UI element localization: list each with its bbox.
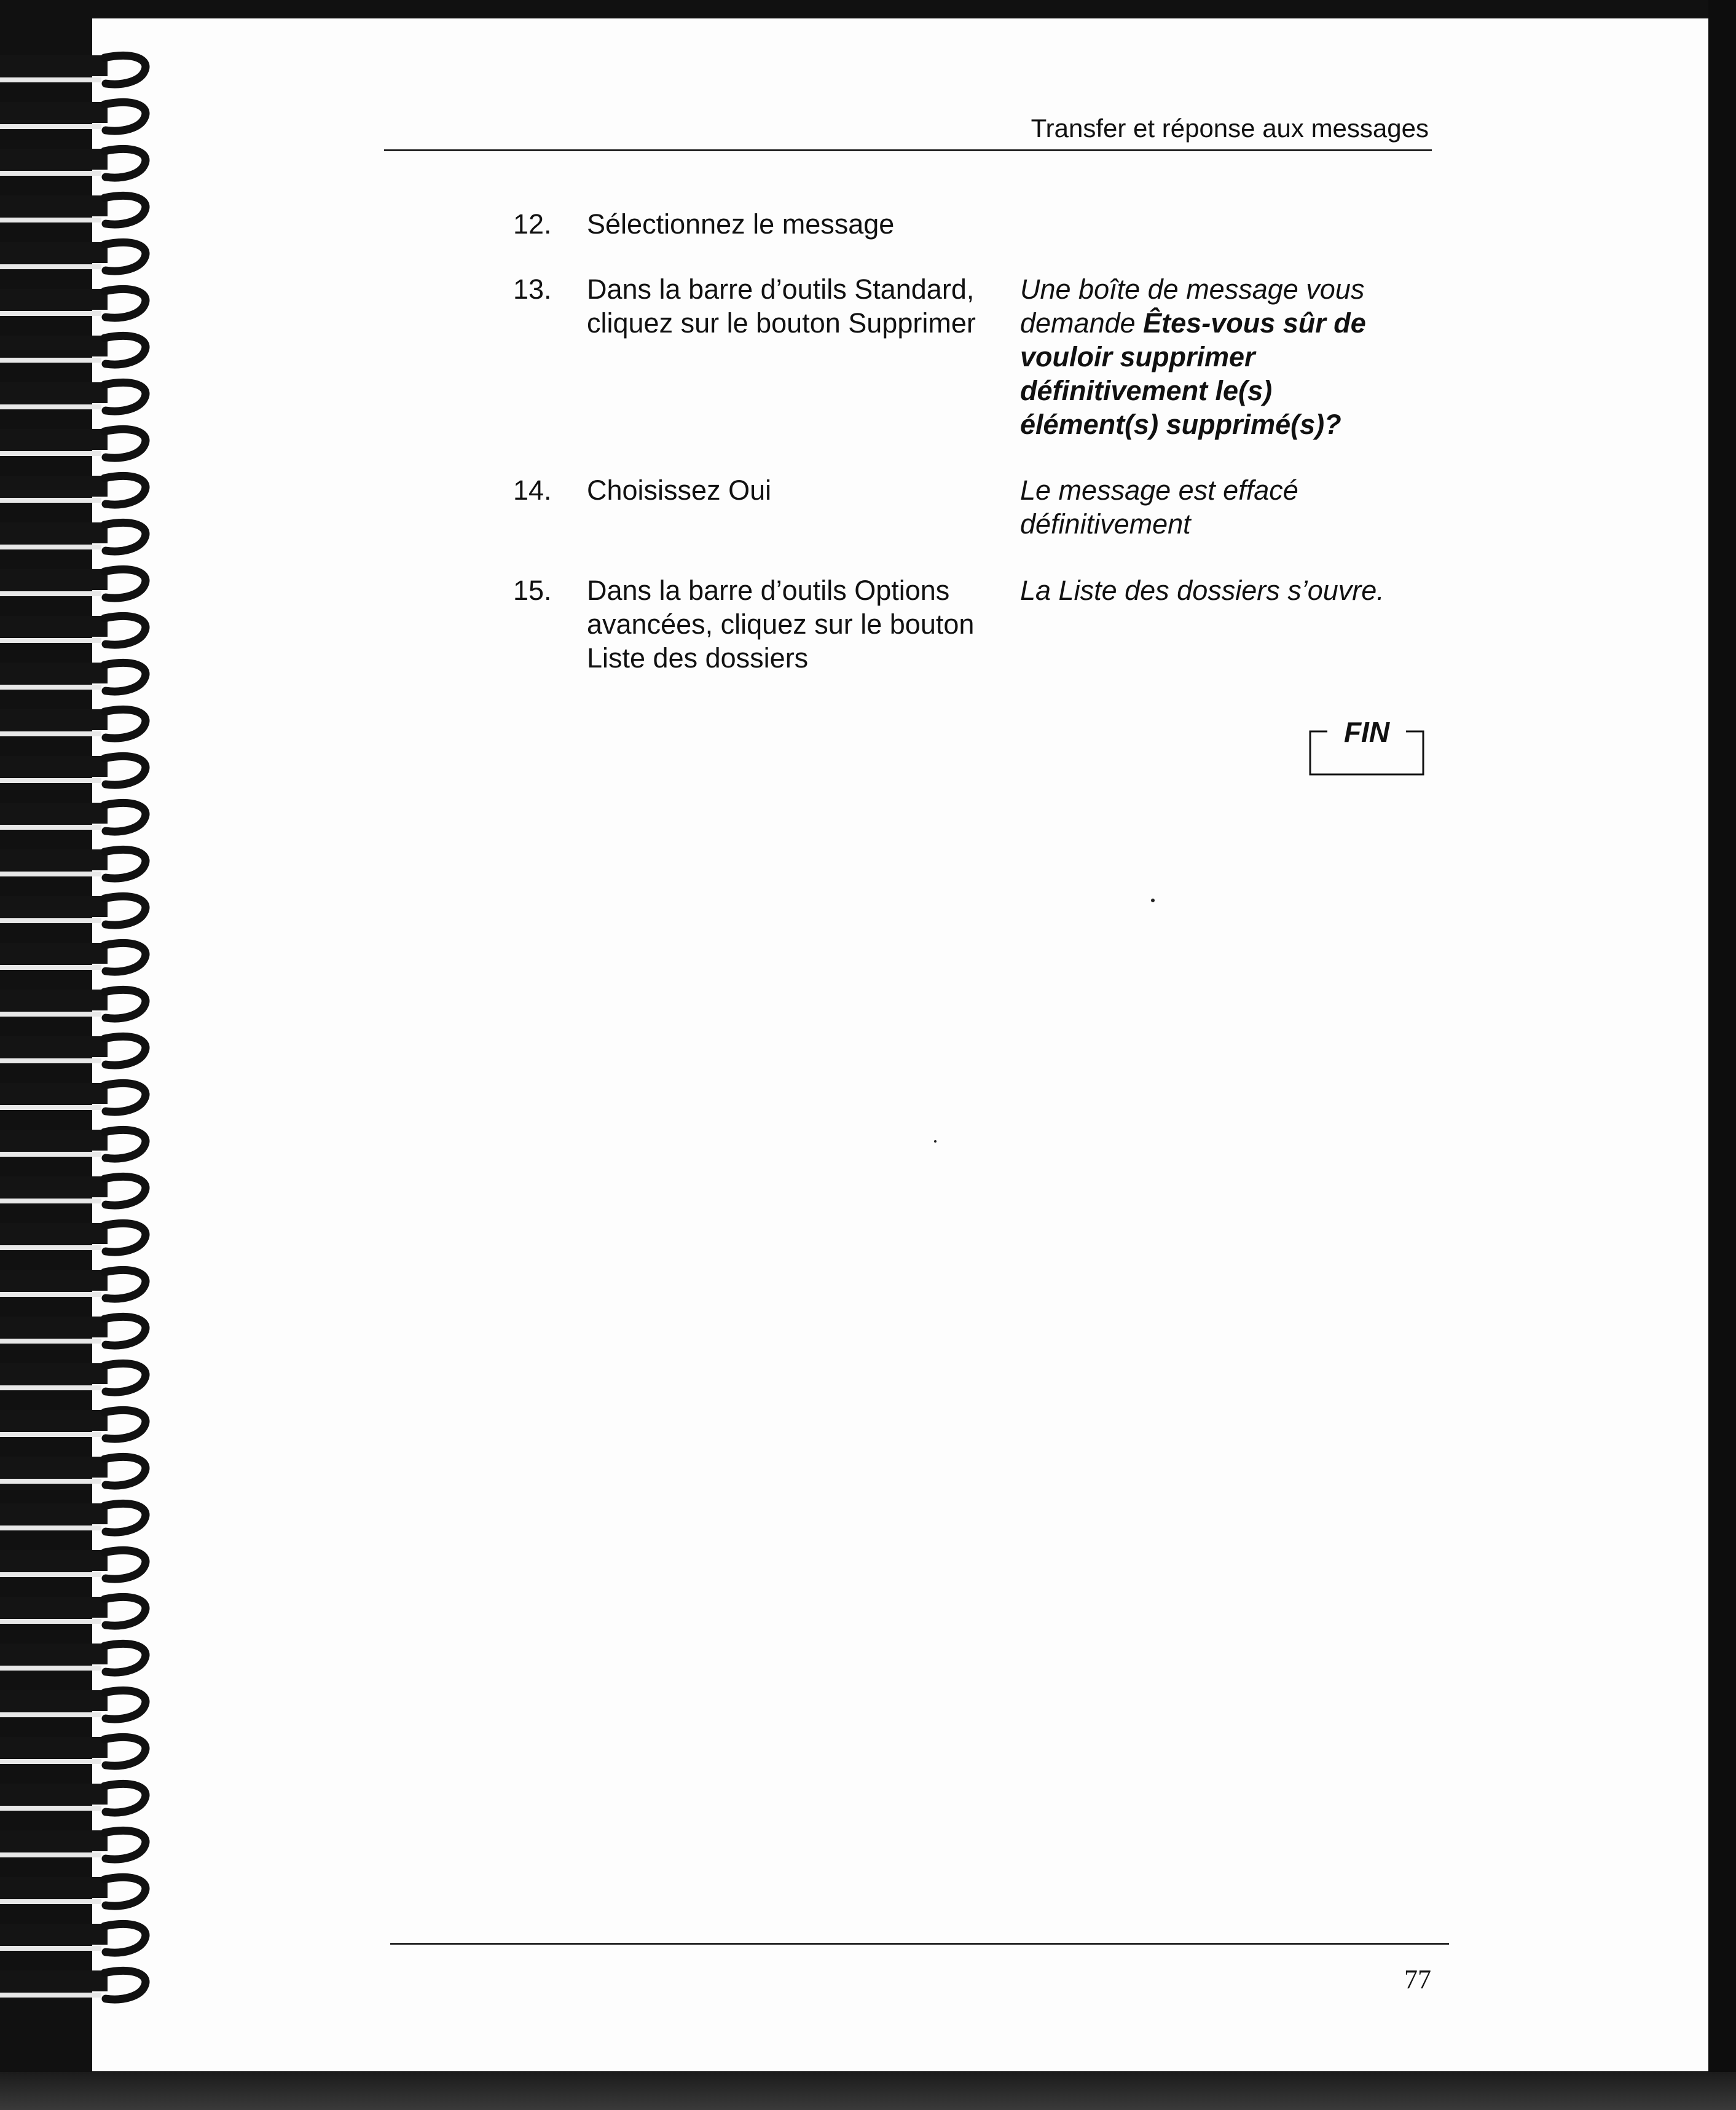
step-number: 13.	[513, 274, 552, 305]
binding-coil	[0, 522, 146, 551]
binding-coil	[0, 663, 146, 691]
step-13	[513, 272, 1435, 444]
binding-coil	[0, 149, 146, 178]
step-number: 12.	[513, 208, 552, 240]
step-action: Choisissez Oui	[587, 474, 772, 506]
binding-coil	[0, 1503, 146, 1532]
binding-coil	[0, 849, 146, 878]
footer-rule	[390, 1943, 1449, 1945]
binding-coil	[0, 336, 146, 364]
binding-coil	[0, 616, 146, 645]
binding-coil	[0, 1690, 146, 1719]
binding-coil	[0, 569, 146, 598]
dialog-prompt-text: Êtes-vous sûr de vouloir supprimer définitivement le(s) élément(s) supprimé(s)?	[1020, 307, 1366, 440]
step-action: Sélectionnez le message	[587, 208, 895, 240]
binding-coil	[0, 1970, 146, 1999]
step-result-text: Une boîte de message vous demande	[1020, 274, 1365, 339]
running-header-title: Transfer et réponse aux messages	[1031, 114, 1429, 143]
step-14	[513, 473, 1435, 547]
binding-coil	[0, 1083, 146, 1112]
binding-coil	[0, 803, 146, 832]
step-action: Dans la barre d’outils Standard, cliquez sur le bouton Supprimer	[587, 274, 976, 339]
binding-coil	[0, 1130, 146, 1159]
page-number: 77	[1404, 1964, 1431, 1994]
step-number: 14.	[513, 474, 552, 506]
binding-coil	[0, 990, 146, 1018]
binding-coil	[0, 896, 146, 925]
binding-coil	[0, 429, 146, 458]
binding-coil	[0, 242, 146, 271]
binding-coil	[0, 756, 146, 785]
binding-coil	[0, 195, 146, 224]
binding-coil	[0, 1597, 146, 1626]
scan-right-edge	[1708, 0, 1736, 2110]
step-number: 15.	[513, 575, 552, 606]
scan-speck	[1151, 899, 1155, 902]
binding-coil	[0, 102, 146, 131]
step-result: Le message est effacé définitivement	[1020, 474, 1298, 540]
binding-coil	[0, 1317, 146, 1345]
end-marker	[1309, 714, 1424, 776]
step-action: Dans la barre d’outils Options avancées, cliquez sur le bouton Liste des dossiers	[587, 575, 975, 674]
binding-coil	[0, 382, 146, 411]
step-12	[513, 207, 1435, 244]
step-result: La Liste des dossiers s’ouvre.	[1020, 575, 1384, 606]
binding-coil	[0, 1036, 146, 1065]
binding-coil	[0, 1644, 146, 1672]
binding-coil	[0, 1270, 146, 1299]
spiral-binding	[0, 43, 160, 2028]
binding-coil	[0, 1410, 146, 1439]
binding-coil	[0, 1457, 146, 1486]
step-result	[1020, 272, 1413, 441]
end-marker-label: FIN	[1343, 716, 1390, 748]
binding-coil	[0, 476, 146, 505]
binding-coil	[0, 55, 146, 84]
binding-coil	[0, 709, 146, 738]
binding-coil	[0, 1176, 146, 1205]
binding-coil	[0, 1784, 146, 1813]
binding-coil	[0, 943, 146, 972]
binding-coil	[0, 1550, 146, 1579]
binding-coil	[0, 1363, 146, 1392]
header-rule	[384, 149, 1432, 151]
step-15	[513, 573, 1435, 678]
binding-coil	[0, 1737, 146, 1766]
scan-speck	[934, 1140, 937, 1143]
binding-coil	[0, 1877, 146, 1906]
scan-bottom-edge	[0, 2072, 1736, 2110]
binding-coil	[0, 1223, 146, 1252]
binding-coil	[0, 1924, 146, 1953]
binding-coil	[0, 1830, 146, 1859]
binding-coil	[0, 289, 146, 318]
